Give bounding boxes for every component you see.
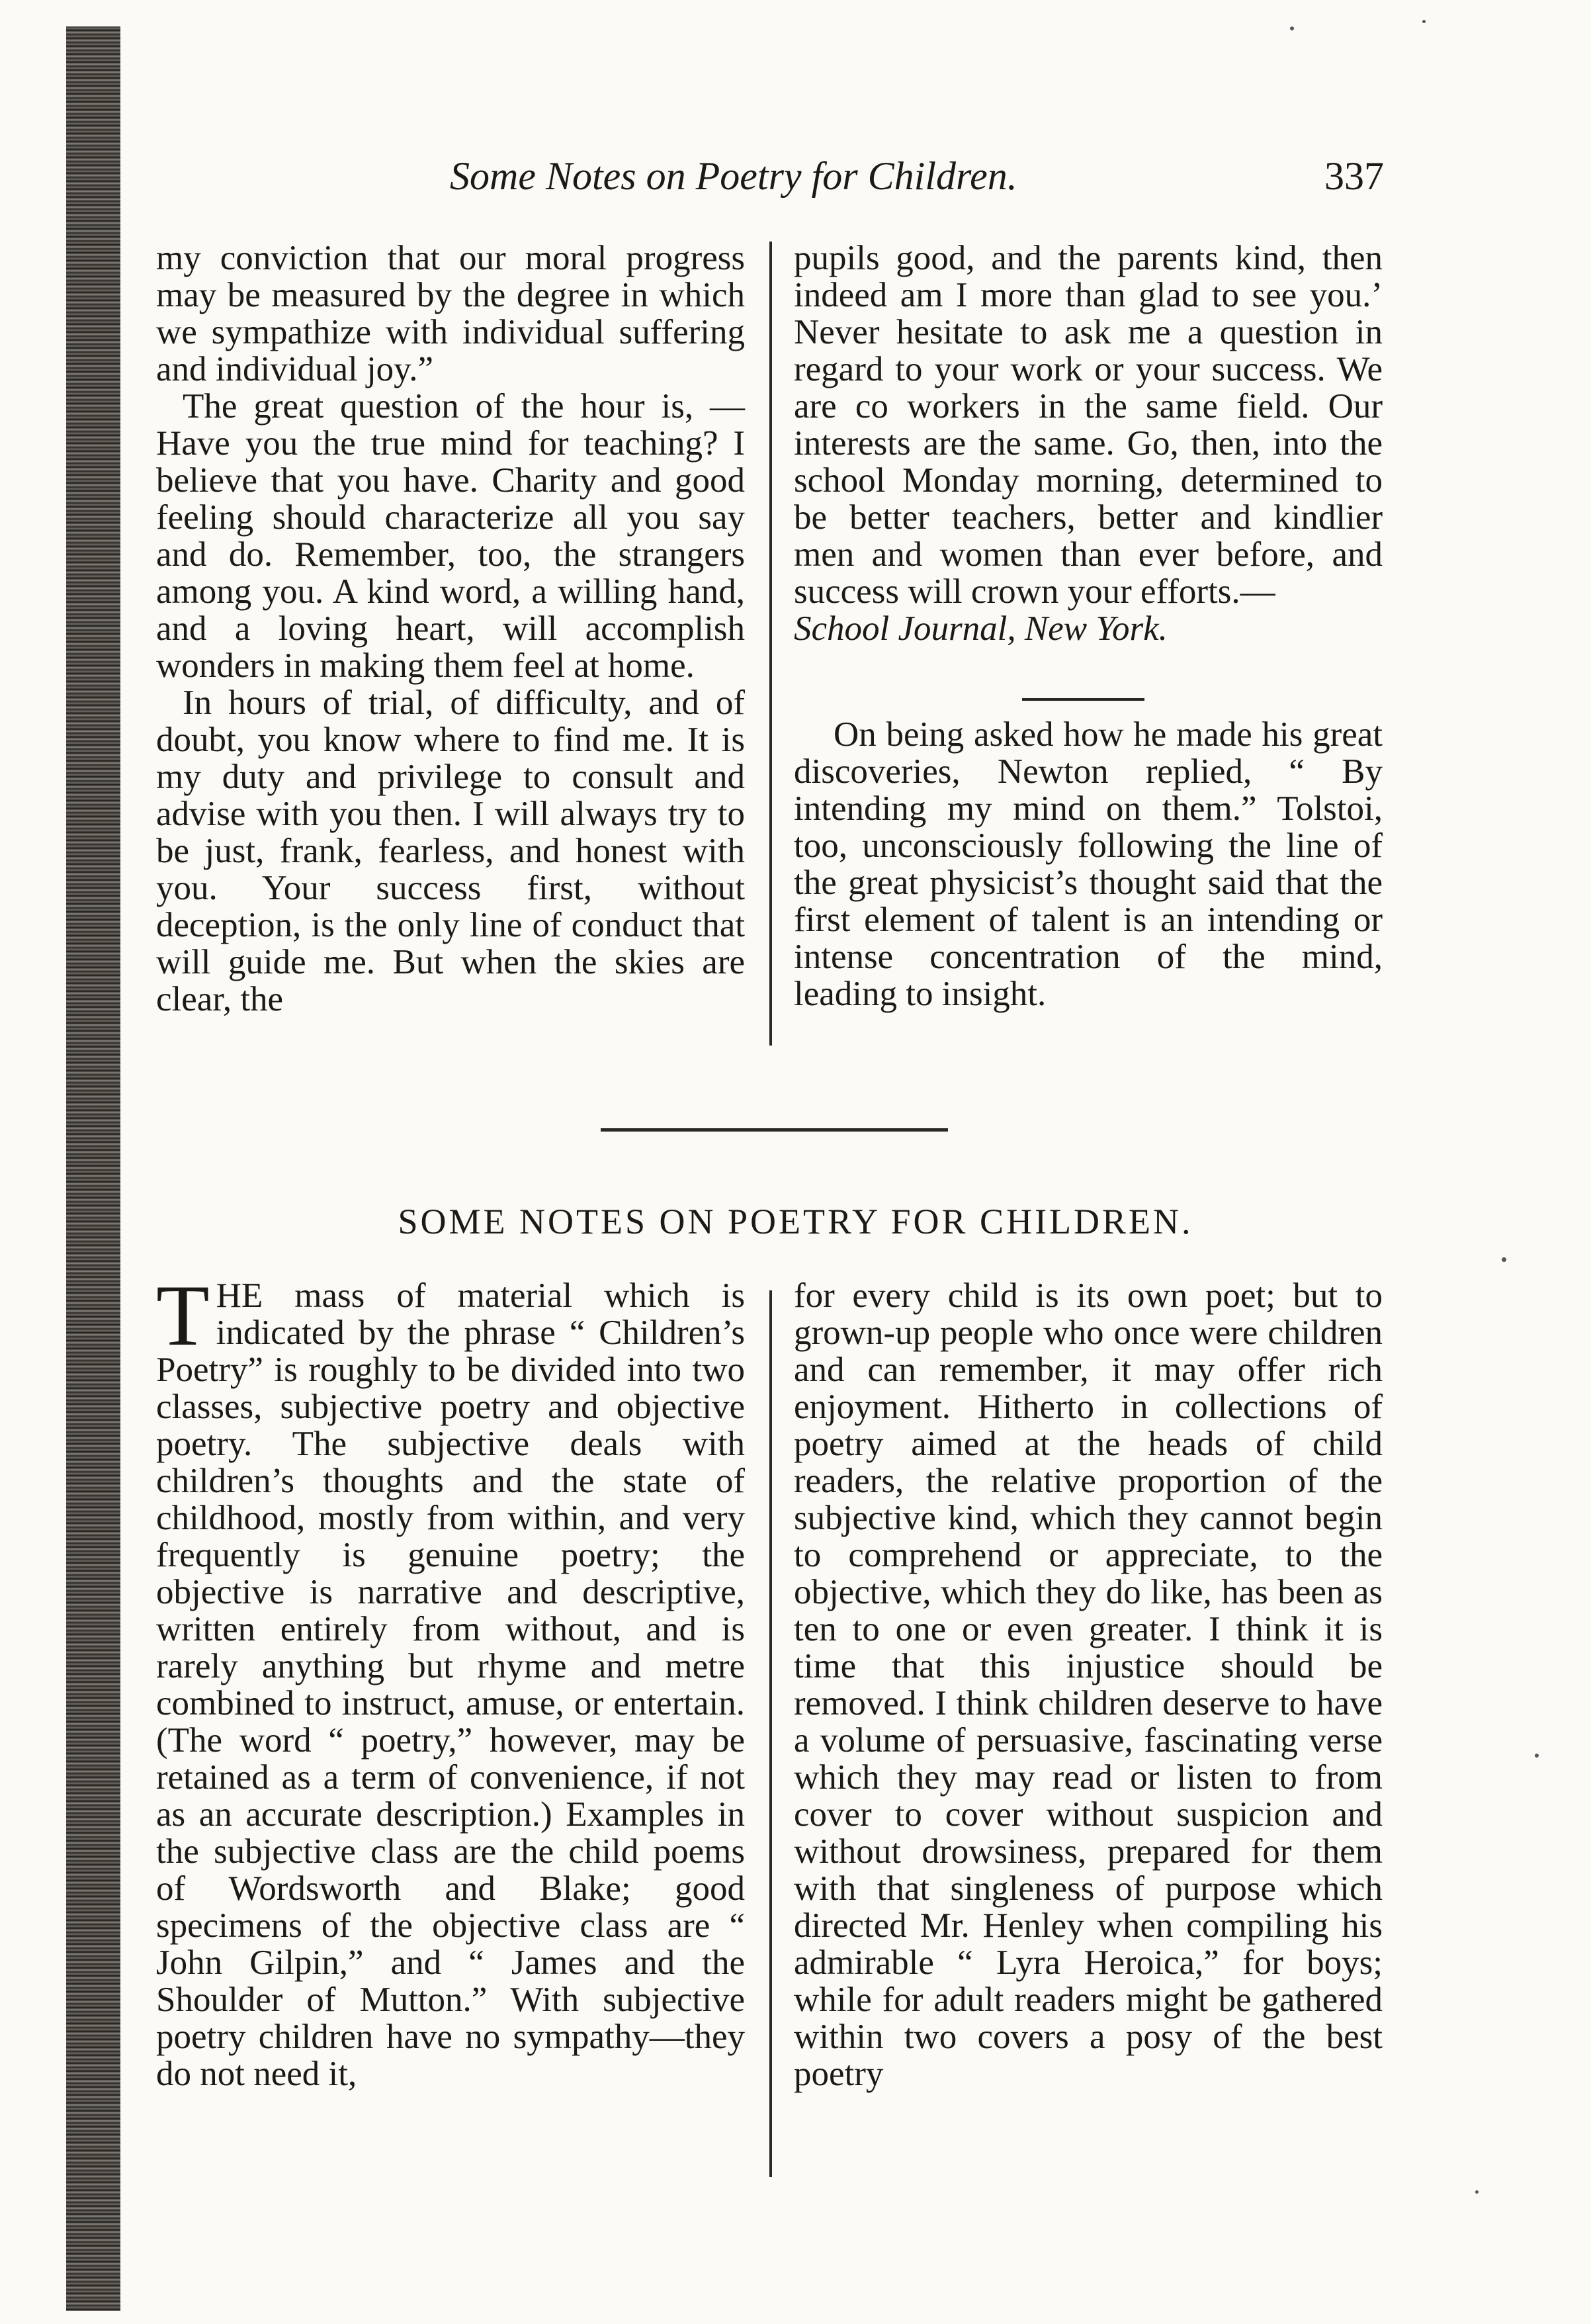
paragraph: pupils good, and the parents kind, then indeed am I more than glad to see you.’ Never hesitate to ask me a question in regard to your work or your success. We are co workers in the same field. Our interests are the same. Go, then, into the school Monday morning, determined to be better teachers, better and kindlier men and women than ever before, and success will crown your efforts.— — [794, 239, 1383, 611]
top-left-column — [156, 240, 745, 1018]
page-number: 337 — [1324, 154, 1384, 198]
paper-speck — [1535, 1754, 1539, 1758]
article-right-column — [794, 1277, 1383, 2092]
book-binding-edge — [66, 26, 120, 2311]
paper-speck — [1422, 20, 1426, 23]
newton-paragraph: On being asked how he made his great discoveries, Newton replied, “ By intending my mind on them.” Tolstoi, too, unconsciously following the line of the great physicist’s thought said that the first element of talent is an intending or intense concentration of the mind, leading to insight. — [794, 715, 1383, 1013]
column-divider — [769, 242, 772, 1046]
paper-speck — [1502, 1257, 1506, 1262]
drop-cap: T — [156, 1267, 210, 1364]
page-header — [0, 154, 1591, 206]
column-divider — [769, 1290, 772, 2177]
article-title: SOME NOTES ON POETRY FOR CHILDREN. — [398, 1202, 1193, 1241]
article-right-text: for every child is its own poet; but to grown-up people who once were children and can remember, it may offer rich enjoyment. Hitherto in collections of poetry aimed at the heads of child readers, the relative proportion of the subjective kind, which they cannot begin to comprehend or appreciate, to the objective, which they do like, has been as ten to one or even greater. I think it is time that this injustice should be removed. I think children deserve to have a volume of persuasive, fascinating verse which they may read or listen to from cover to cover without suspicion and without drowsiness, prepared for them with that singleness of purpose which directed Mr. Henley when compiling his admirable “ Lyra Heroica,” for boys; while for adult readers might be gathered within two covers a posy of the best poetry — [794, 1276, 1383, 2093]
running-title: Some Notes on Poetry for Children. — [450, 154, 1017, 198]
paper-speck — [1290, 26, 1294, 30]
article-separator-rule — [601, 1128, 948, 1132]
article-left-column — [156, 1267, 745, 2093]
section-rule — [1022, 698, 1144, 701]
paragraph: my conviction that our moral progress may be measured by the degree in which we sympathize with individual suffering and individual joy.” — [156, 239, 745, 388]
top-right-column — [794, 240, 1383, 647]
source-signoff: School Journal, New York. — [794, 609, 1168, 648]
paragraph: The great question of the hour is, —Have you the true mind for teaching? I believe that you have. Charity and good feeling should characterize all you say and do. Remember, too, the strangers among you. A kind word, a willing hand, and a loving heart, will accomplish wonders in making them feel at home. — [156, 387, 745, 685]
paragraph: In hours of trial, of difficulty, and of doubt, you know where to find me. It is my duty and privilege to consult and advise with you then. I will always try to be just, frank, fearless, and honest with you. Your success first, without deception, is the only line of conduct that will guide me. But when the skies are clear, the — [156, 684, 745, 1018]
article-left-text: HE mass of material which is indicated by the phrase “ Children’s Poetry” is roughly to be divided into two classes, subjective poetry and objective poetry. The subjective deals with children’s thoughts and the state of childhood, mostly from within, and very frequently is genuine poetry; the objective is narrative and descriptive, written entirely from without, and is rarely anything but rhyme and metre combined to instruct, amuse, or entertain. (The word “ poetry,” however, may be retained as a term of convenience, if not as an accurate description.) Examples in the subjective class are the child poems of Wordsworth and Blake; good specimens of the objective class are “ John Gilpin,” and “ James and the Shoulder of Mutton.” With subjective poetry children have no sympathy—they do not need it, — [156, 1276, 745, 2093]
paper-speck — [1475, 2190, 1479, 2194]
article-opening-paragraph — [156, 1267, 745, 2093]
